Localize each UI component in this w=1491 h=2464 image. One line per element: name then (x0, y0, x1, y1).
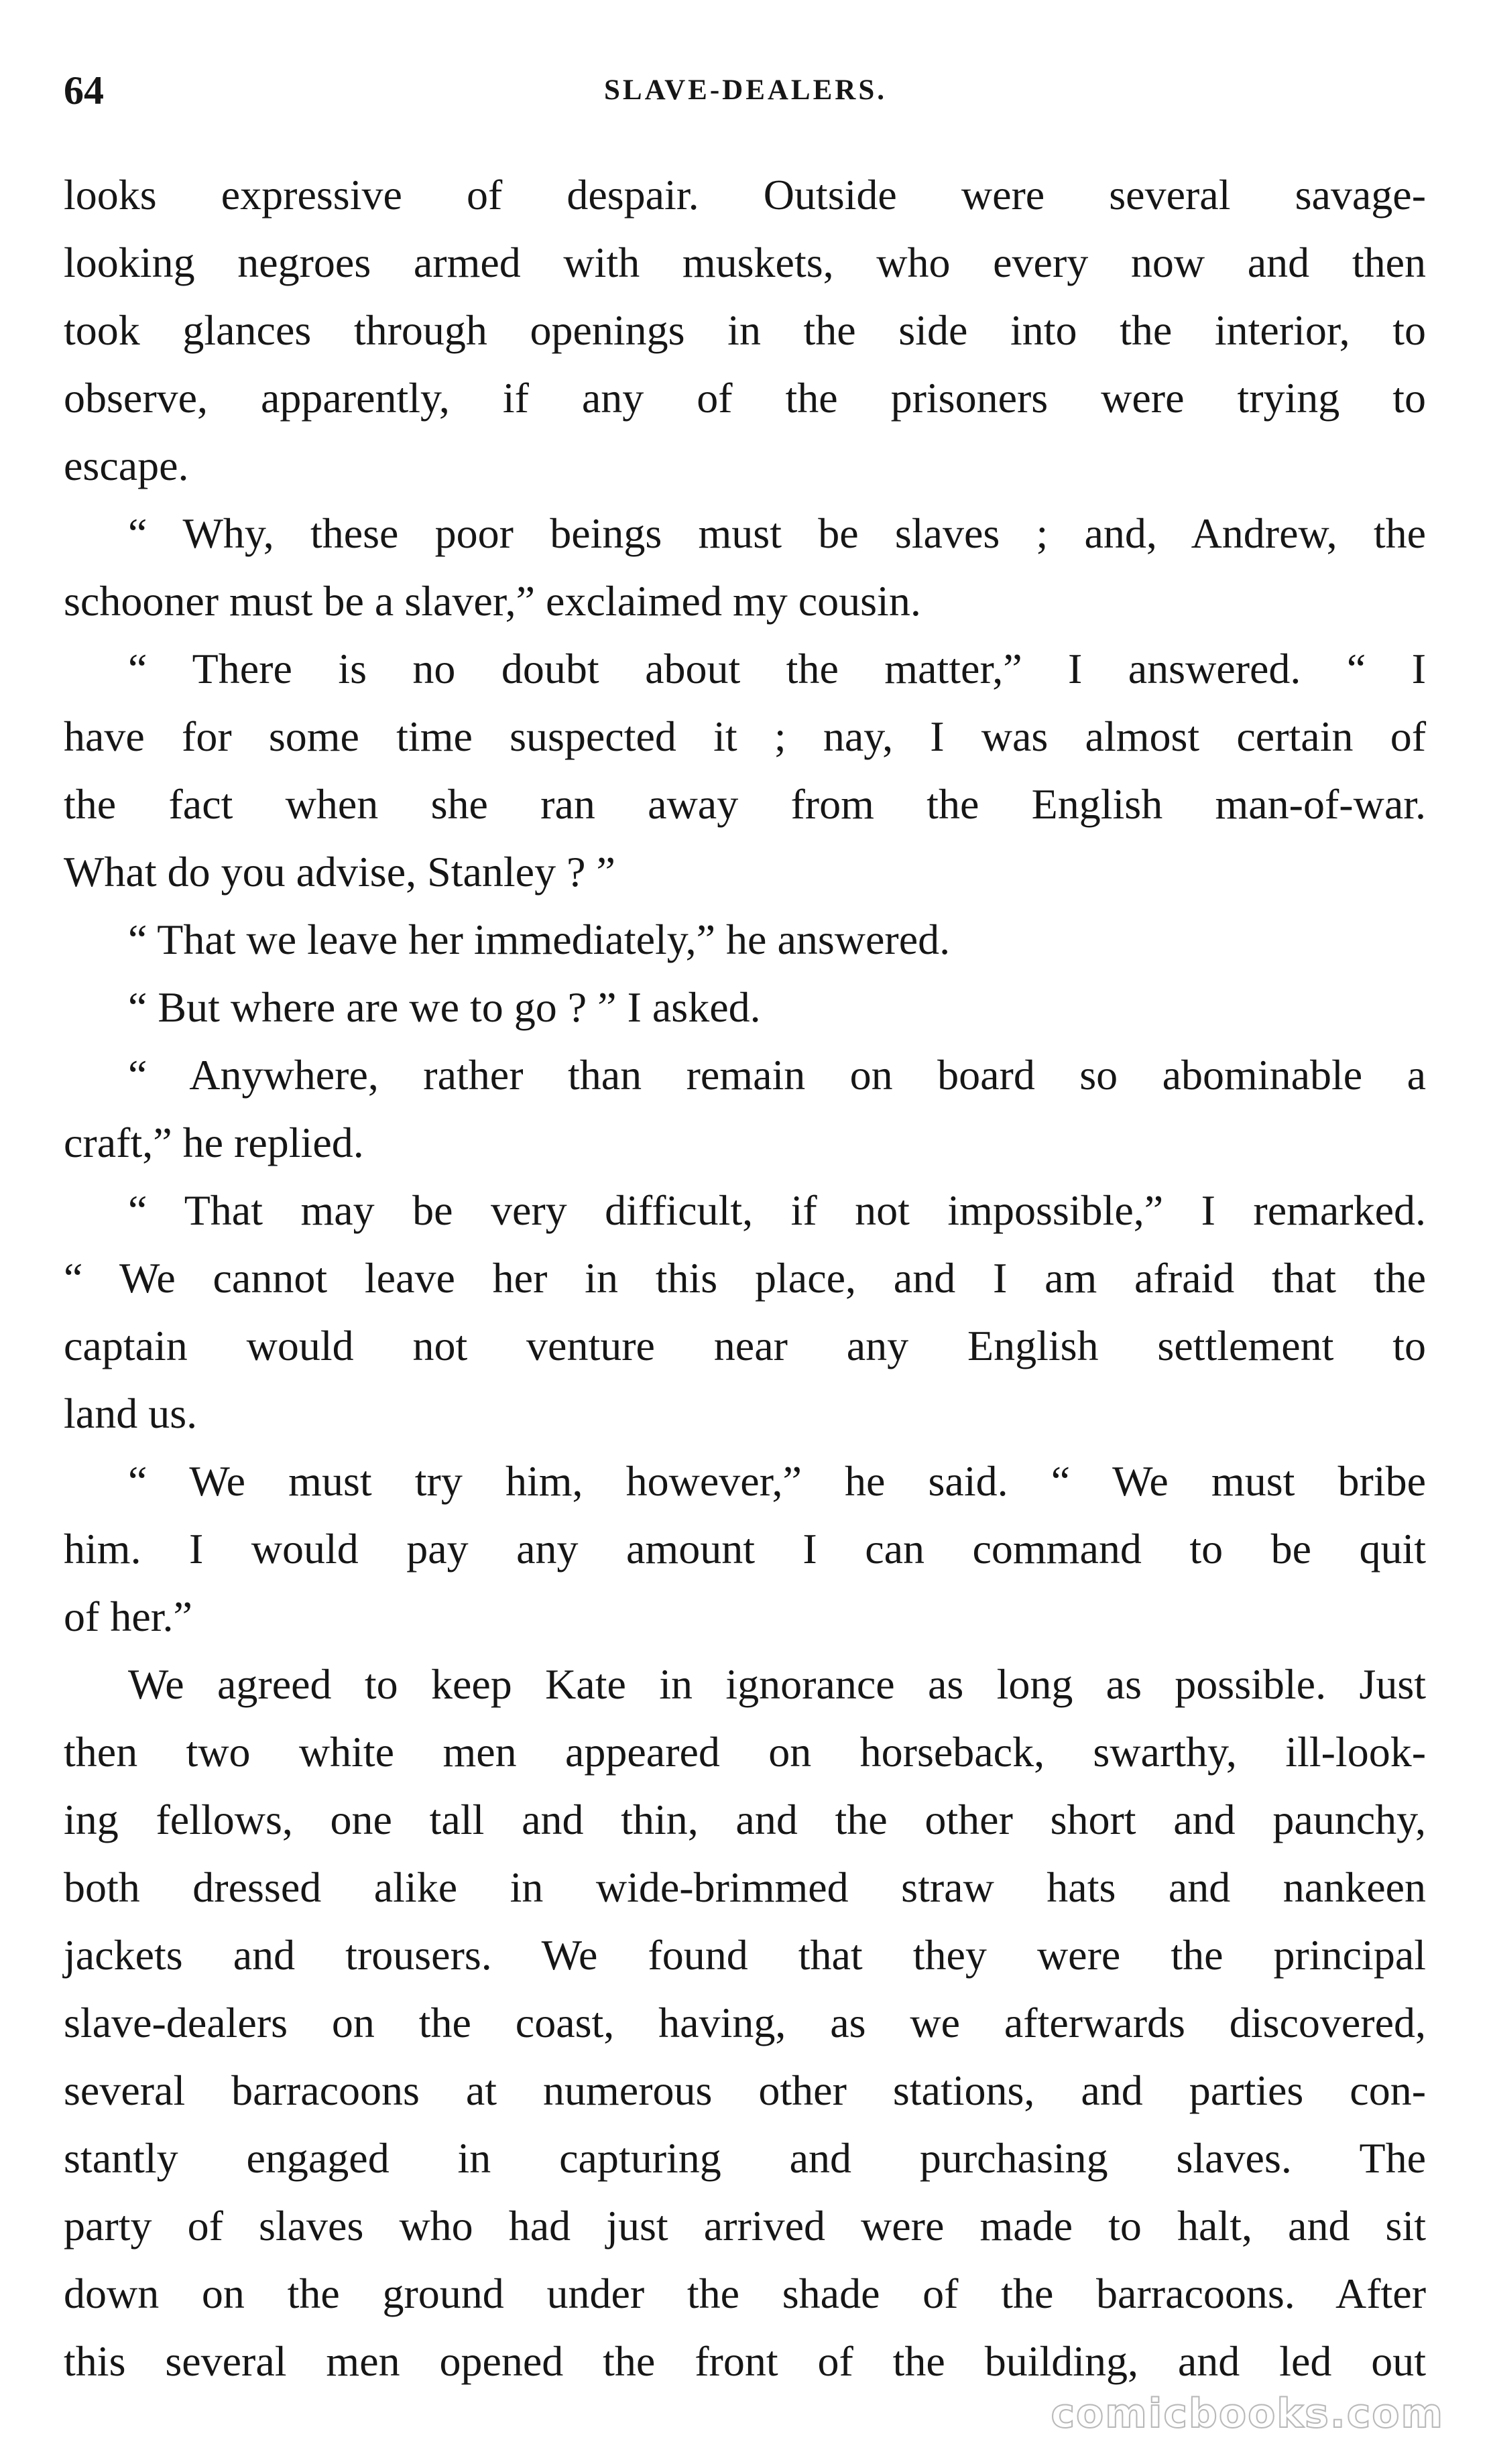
text-line: the fact when she ran away from the English man-of-war. (64, 780, 1426, 828)
text-line: land us. (64, 1390, 198, 1437)
text-line: “ We cannot leave her in this place, and I am afraid that the (64, 1254, 1426, 1302)
page-number: 64 (64, 68, 104, 113)
text-line: “ Anywhere, rather than remain on board so abominable a (128, 1051, 1426, 1099)
text-line: looking negroes armed with muskets, who every now and then (64, 239, 1426, 286)
body-text (64, 161, 1426, 2395)
text-line: have for some time suspected it ; nay, I was almost certain of (64, 713, 1426, 760)
text-line: both dressed alike in wide-brimmed straw hats and nankeen (64, 1863, 1426, 1911)
text-line: ing fellows, one tall and thin, and the other short and paunchy, (64, 1796, 1426, 1843)
text-line: stantly engaged in capturing and purchasing slaves. The (64, 2134, 1426, 2182)
text-line: “ Why, these poor beings must be slaves ; and, Andrew, the (128, 509, 1426, 557)
text-line: him. I would pay any amount I can command to be quit (64, 1525, 1426, 1573)
text-line: party of slaves who had just arrived were made to halt, and sit (64, 2202, 1426, 2250)
text-line: took glances through openings in the side into the interior, to (64, 306, 1426, 354)
page-header (64, 64, 1427, 117)
text-line: schooner must be a slaver,” exclaimed my cousin. (64, 577, 921, 625)
text-line: observe, apparently, if any of the prisoners were trying to (64, 374, 1426, 422)
running-title: SLAVE-DEALERS. (603, 74, 888, 106)
text-line: looks expressive of despair. Outside were several savage- (64, 171, 1426, 219)
text-line: this several men opened the front of the building, and led out (64, 2337, 1426, 2385)
text-line: of her.” (64, 1593, 192, 1640)
text-line: then two white men appeared on horseback, swarthy, ill-look- (64, 1728, 1426, 1776)
text-line: “ There is no doubt about the matter,” I answered. “ I (128, 645, 1426, 692)
text-line: several barracoons at numerous other stations, and parties con- (64, 2067, 1426, 2114)
text-line: “ That may be very difficult, if not impossible,” I remarked. (128, 1186, 1426, 1234)
text-line: jackets and trousers. We found that they were the principal (64, 1931, 1426, 1979)
text-line: We agreed to keep Kate in ignorance as long as possible. Just (128, 1660, 1426, 1708)
text-line: “ That we leave her immediately,” he answered. (128, 916, 951, 963)
text-line: craft,” he replied. (64, 1119, 364, 1166)
text-line: “ We must try him, however,” he said. “ We must bribe (128, 1457, 1426, 1505)
text-line: escape. (64, 442, 189, 489)
watermark: comicbooks.com (1051, 2390, 1444, 2437)
text-line: What do you advise, Stanley ? ” (64, 848, 615, 896)
text-line: captain would not venture near any English settlement to (64, 1322, 1426, 1369)
text-line: slave-dealers on the coast, having, as we afterwards discovered, (64, 1999, 1426, 2046)
text-line: “ But where are we to go ? ” I asked. (128, 983, 761, 1031)
text-line: down on the ground under the shade of the barracoons. After (64, 2270, 1426, 2317)
